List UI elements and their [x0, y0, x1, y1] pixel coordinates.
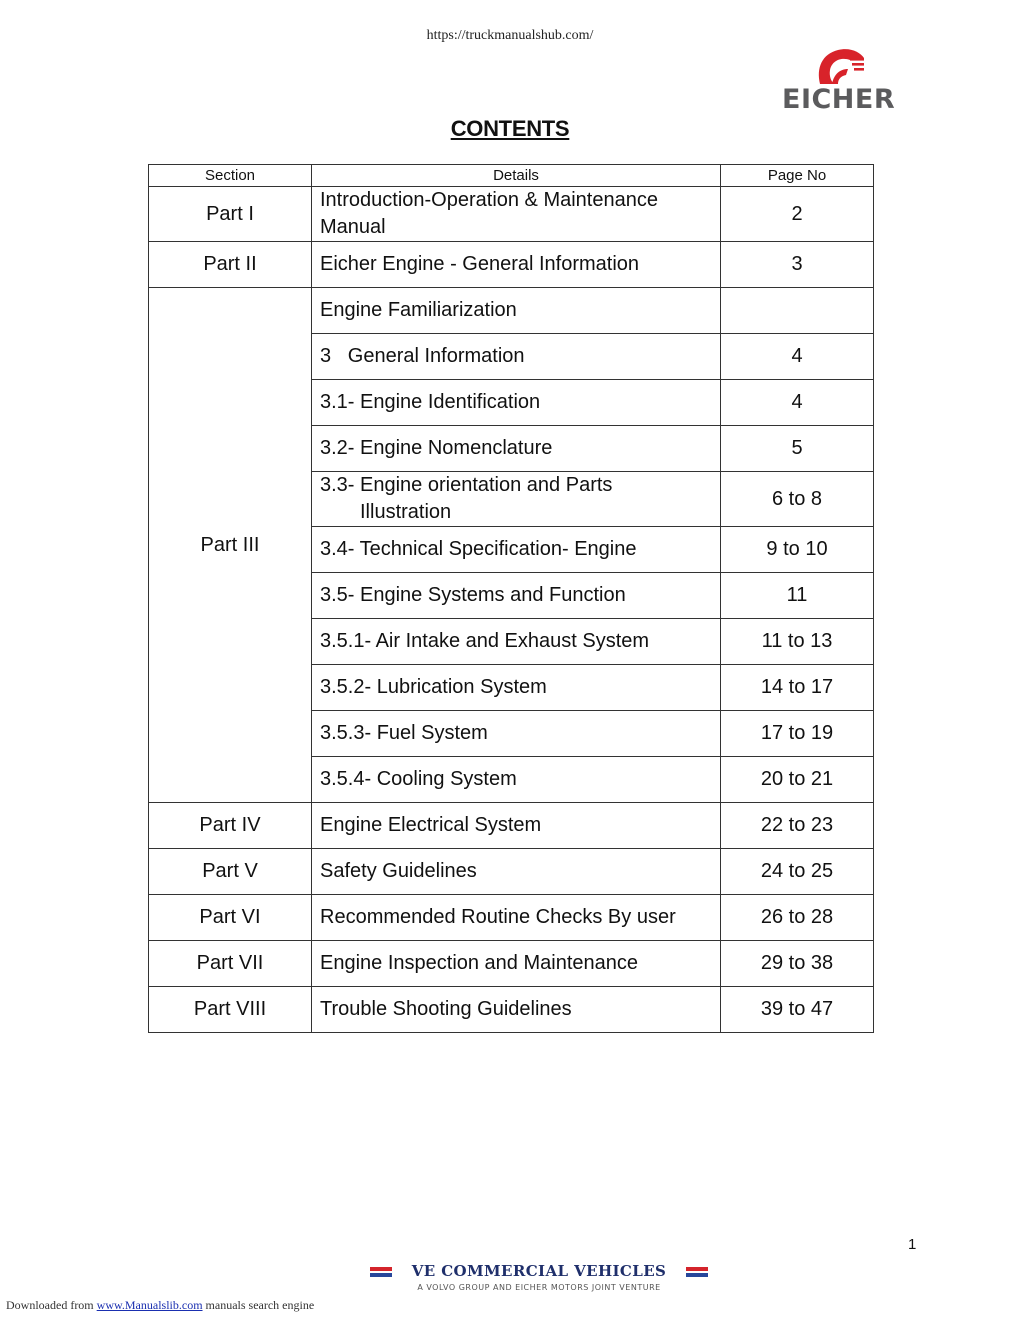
source-url: https://truckmanualshub.com/ [426, 28, 594, 43]
page-cell [721, 288, 874, 334]
manualslib-link[interactable]: www.Manualslib.com [96, 1298, 203, 1312]
page-cell: 17 to 19 [721, 711, 874, 757]
details-cell: 3.5- Engine Systems and Function [312, 573, 721, 619]
details-cell: 3.1- Engine Identification [312, 380, 721, 426]
vecv-brand-name: VE COMMERCIAL VEHICLES [411, 1262, 667, 1280]
details-line: 3.3- Engine orientation and Parts [320, 474, 613, 496]
details-cell: 3.2- Engine Nomenclature [312, 426, 721, 472]
details-line: Manual [320, 216, 386, 238]
section-cell: Part IV [149, 803, 312, 849]
page-cell: 11 [721, 573, 874, 619]
header-details: Details [312, 165, 721, 187]
table-row [149, 895, 874, 941]
table-row [149, 242, 874, 288]
table-row [149, 987, 874, 1033]
details-cell: Trouble Shooting Guidelines [312, 987, 721, 1033]
details-cell: Engine Electrical System [312, 803, 721, 849]
section-cell: Part I [149, 187, 312, 242]
footer-suffix: manuals search engine [202, 1298, 315, 1312]
page-cell: 4 [721, 380, 874, 426]
page-cell: 20 to 21 [721, 757, 874, 803]
details-cell [312, 187, 721, 242]
details-cell: 3.5.4- Cooling System [312, 757, 721, 803]
eicher-emblem-icon [780, 44, 900, 88]
vecv-logo [368, 1262, 710, 1296]
page-cell: 24 to 25 [721, 849, 874, 895]
header-section: Section [149, 165, 312, 187]
page-cell: 6 to 8 [721, 472, 874, 527]
page-cell: 29 to 38 [721, 941, 874, 987]
table-header-row [149, 165, 874, 187]
page-cell: 14 to 17 [721, 665, 874, 711]
details-cell: 3.5.2- Lubrication System [312, 665, 721, 711]
header-page-no: Page No [721, 165, 874, 187]
details-cell: Eicher Engine - General Information [312, 242, 721, 288]
details-line: Introduction-Operation & Maintenance [320, 189, 658, 211]
page-cell: 9 to 10 [721, 527, 874, 573]
page-cell: 26 to 28 [721, 895, 874, 941]
section-cell: Part III [149, 288, 312, 803]
page-cell: 39 to 47 [721, 987, 874, 1033]
details-cell: 3.4- Technical Specification- Engine [312, 527, 721, 573]
eicher-logo [780, 44, 900, 114]
vecv-tagline: A VOLVO GROUP AND EICHER MOTORS JOINT VENTURE [417, 1283, 661, 1292]
details-cell: Engine Inspection and Maintenance [312, 941, 721, 987]
footer-prefix: Downloaded from [6, 1298, 97, 1312]
details-cell: Safety Guidelines [312, 849, 721, 895]
details-cell: 3.5.1- Air Intake and Exhaust System [312, 619, 721, 665]
page-cell: 5 [721, 426, 874, 472]
flag-stripes-icon [370, 1267, 392, 1279]
table-row [149, 803, 874, 849]
section-cell: Part VI [149, 895, 312, 941]
page-cell: 4 [721, 334, 874, 380]
download-footer [6, 1298, 314, 1313]
table-row [149, 288, 874, 334]
flag-stripes-icon [686, 1267, 708, 1279]
page-title: CONTENTS [450, 116, 570, 141]
details-line: Illustration [360, 501, 452, 523]
page-cell: 11 to 13 [721, 619, 874, 665]
section-cell: Part V [149, 849, 312, 895]
details-cell: 3.5.3- Fuel System [312, 711, 721, 757]
page-cell: 3 [721, 242, 874, 288]
table-row [149, 941, 874, 987]
details-cell: 3 General Information [312, 334, 721, 380]
table-row [149, 849, 874, 895]
details-cell [312, 472, 721, 527]
page-number: 1 [908, 1236, 917, 1253]
page-cell: 2 [721, 187, 874, 242]
contents-table [148, 164, 874, 1033]
page-cell: 22 to 23 [721, 803, 874, 849]
details-cell: Recommended Routine Checks By user [312, 895, 721, 941]
details-cell: Engine Familiarization [312, 288, 721, 334]
section-cell: Part VII [149, 941, 312, 987]
logo-wordmark: EICHER [782, 84, 896, 115]
section-cell: Part II [149, 242, 312, 288]
table-row [149, 187, 874, 242]
section-cell: Part VIII [149, 987, 312, 1033]
